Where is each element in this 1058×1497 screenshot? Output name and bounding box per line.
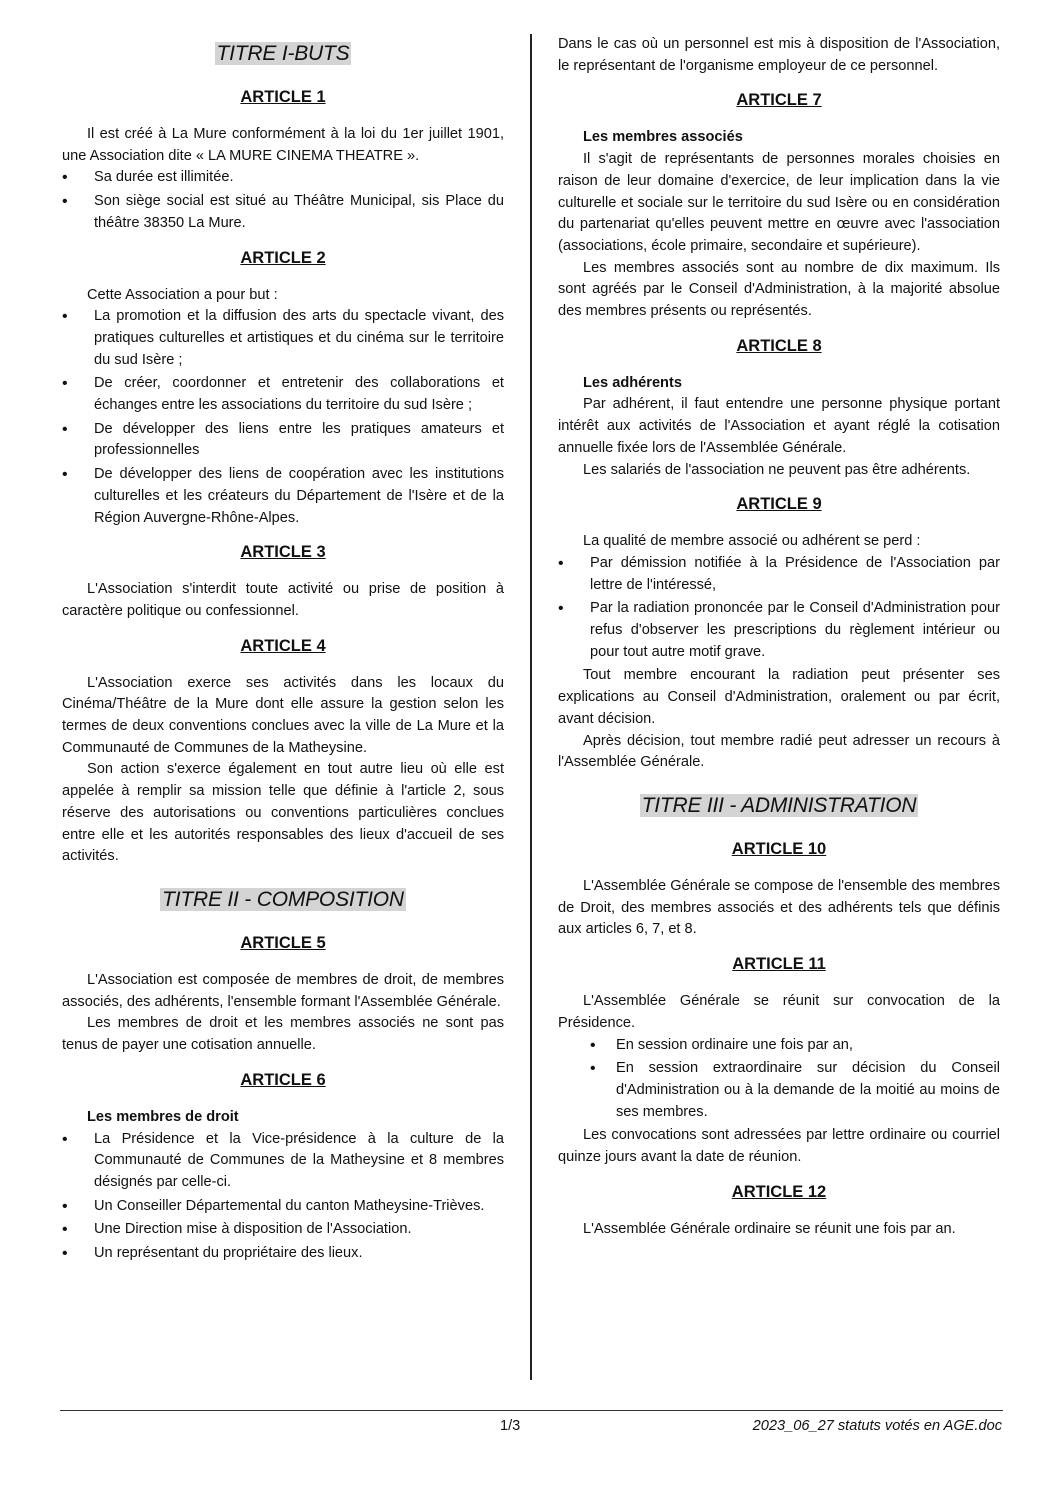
titre-3-heading: TITRE III - ADMINISTRATION bbox=[641, 793, 917, 817]
article-8-paragraph-2: Les salariés de l'association ne peuvent pas être adhérents. bbox=[583, 461, 971, 478]
article-9-paragraph-3: Après décision, tout membre radié peut adresser un recours à l'Assemblée Générale. bbox=[558, 732, 1000, 771]
article-12-paragraph: L'Assemblée Générale ordinaire se réunit une fois par an. bbox=[583, 1220, 956, 1237]
article-7-paragraph-2: Les membres associés sont au nombre de dix maximum. Ils sont agréés par le Conseil d'Administration, à la majorité absolue des membres présents ou représentés. bbox=[558, 259, 1000, 320]
list-item: • La promotion et la diffusion des arts du spectacle vivant, des pratiques culturelles et artistiques et du cinéma sur le territoire du sud Isère ; bbox=[62, 306, 504, 371]
article-2-paragraph: Cette Association a pour but : bbox=[87, 286, 278, 303]
list-item: • De développer des liens entre les pratiques amateurs et professionnelles bbox=[62, 419, 504, 462]
article-7-paragraph-1: Il s'agit de représentants de personnes morales choisies en raison de leur domaine d'exercice, de leur implication dans la vie culturelle et sociale sur le territoire du sud Isère ou en considération du partenariat qu'elles peuvent mettre en œuvre avec l'association (associations, école primaire, secondaire et supérieure). bbox=[558, 151, 1000, 254]
article-10-paragraph: L'Assemblée Générale se compose de l'ensemble des membres de Droit, des membres associés et des adhérents tels que définis aux articles 6, 7, et 8. bbox=[558, 877, 1000, 938]
article-9-paragraph-1: La qualité de membre associé ou adhérent se perd : bbox=[583, 533, 921, 550]
article-6-continuation: Dans le cas où un personnel est mis à disposition de l'Association, le représentant de l'organisme employeur de ce personnel. bbox=[558, 36, 1000, 74]
article-6-list bbox=[62, 1129, 504, 1265]
article-3-paragraph: L'Association s'interdit toute activité ou prise de position à caractère politique ou confessionnel. bbox=[62, 581, 504, 619]
article-4-heading: ARTICLE 4 bbox=[240, 636, 326, 655]
list-item: • La Présidence et la Vice-présidence à la culture de la Communauté de Communes de la Matheysine et 8 membres désignés par celle-ci. bbox=[62, 1129, 504, 1194]
article-7-heading: ARTICLE 7 bbox=[736, 91, 822, 110]
list-item: • Un Conseiller Départemental du canton Matheysine-Trièves. bbox=[62, 1196, 504, 1218]
article-6-subheading: Les membres de droit bbox=[87, 1108, 239, 1125]
article-11-paragraph-2: Les convocations sont adressées par lettre ordinaire ou courriel quinze jours avant la date de réunion. bbox=[558, 1127, 1000, 1166]
list-item: • Une Direction mise à disposition de l'Association. bbox=[62, 1219, 504, 1241]
page-number: 1/3 bbox=[500, 1418, 521, 1434]
titre-2-heading: TITRE II - COMPOSITION bbox=[162, 887, 404, 911]
titre-1-heading: TITRE I-BUTS bbox=[216, 42, 350, 65]
list-item: • En session extraordinaire sur décision du Conseil d'Administration ou à la demande de la moitié au moins de ses membres. bbox=[558, 1058, 1000, 1123]
list-item: • En session ordinaire une fois par an, bbox=[558, 1035, 1000, 1057]
article-8-paragraph-1: Par adhérent, il faut entendre une personne physique portant intérêt aux activités de l'Association et ayant réglé la cotisation annuelle fixée lors de l'Assemblée Générale. bbox=[558, 396, 1000, 456]
article-12-heading: ARTICLE 12 bbox=[731, 1182, 827, 1201]
article-6-heading: ARTICLE 6 bbox=[240, 1070, 326, 1089]
article-2-heading: ARTICLE 2 bbox=[240, 248, 326, 267]
article-11-paragraph-1: L'Assemblée Générale se réunit sur convocation de la Présidence. bbox=[558, 993, 1000, 1031]
article-3-heading: ARTICLE 3 bbox=[240, 543, 326, 562]
article-10-heading: ARTICLE 10 bbox=[731, 839, 827, 858]
article-2-list bbox=[62, 306, 504, 529]
list-item: • Par démission notifiée à la Présidence de l'Association par lettre de l'intéressé, bbox=[558, 553, 1000, 596]
list-item: • De développer des liens de coopération avec les institutions culturelles et les créateurs du Département de l'Isère et de la Région Auvergne-Rhône-Alpes. bbox=[62, 464, 504, 529]
footer-rule bbox=[60, 1410, 1003, 1411]
article-4-paragraph-1: L'Association exerce ses activités dans les locaux du Cinéma/Théâtre de la Mure dont elle assure la gestion selon les termes de deux conventions conclues avec la ville de La Mure et la Communauté de Communes de la Matheysine. bbox=[62, 674, 504, 756]
article-9-list bbox=[558, 553, 1000, 664]
article-5-paragraph-1: L'Association est composée de membres de droit, de membres associés, des adhérents, l'ensemble formant l'Assemblée Générale. bbox=[62, 971, 504, 1010]
list-item: • Sa durée est illimitée. bbox=[62, 167, 504, 189]
article-9-paragraph-2: Tout membre encourant la radiation peut présenter ses explications au Conseil d'Administration, oralement ou par écrit, avant décision. bbox=[558, 667, 1000, 727]
list-item: • Par la radiation prononcée par le Conseil d'Administration pour refus d'observer les prescriptions du règlement intérieur ou pour tout autre motif grave. bbox=[558, 598, 1000, 663]
article-5-paragraph-2: Les membres de droit et les membres associés ne sont pas tenus de payer une cotisation annuelle. bbox=[62, 1015, 504, 1054]
list-item: • De créer, coordonner et entretenir des collaborations et échanges entre les associations du territoire du sud Isère ; bbox=[62, 373, 504, 416]
document-filename: 2023_06_27 statuts votés en AGE.doc bbox=[752, 1418, 1002, 1434]
list-item: • Son siège social est situé au Théâtre Municipal, sis Place du théâtre 38350 La Mure. bbox=[62, 191, 504, 234]
article-9-heading: ARTICLE 9 bbox=[736, 495, 822, 514]
article-11-list bbox=[558, 1035, 1000, 1124]
article-5-heading: ARTICLE 5 bbox=[240, 933, 326, 952]
article-1-list bbox=[62, 167, 504, 234]
column-divider bbox=[530, 34, 532, 1380]
article-7-subheading: Les membres associés bbox=[583, 129, 743, 146]
article-1-paragraph: Il est créé à La Mure conformément à la loi du 1er juillet 1901, une Association dite « LA MURE CINEMA THEATRE ». bbox=[62, 126, 504, 164]
article-8-heading: ARTICLE 8 bbox=[736, 336, 822, 355]
article-8-subheading: Les adhérents bbox=[583, 374, 682, 391]
article-11-heading: ARTICLE 11 bbox=[732, 955, 826, 974]
right-column bbox=[558, 34, 1000, 1240]
article-4-paragraph-2: Son action s'exerce également en tout autre lieu où elle est appelée à remplir sa mission telle que définie à l'article 2, sous réserve des autorisations ou conventions particulières conclues entre elle et les autorités responsables des lieux d'accueil de ses activités. bbox=[62, 761, 504, 865]
article-1-heading: ARTICLE 1 bbox=[240, 88, 326, 106]
left-column bbox=[62, 34, 504, 1267]
list-item: • Un représentant du propriétaire des lieux. bbox=[62, 1243, 504, 1265]
